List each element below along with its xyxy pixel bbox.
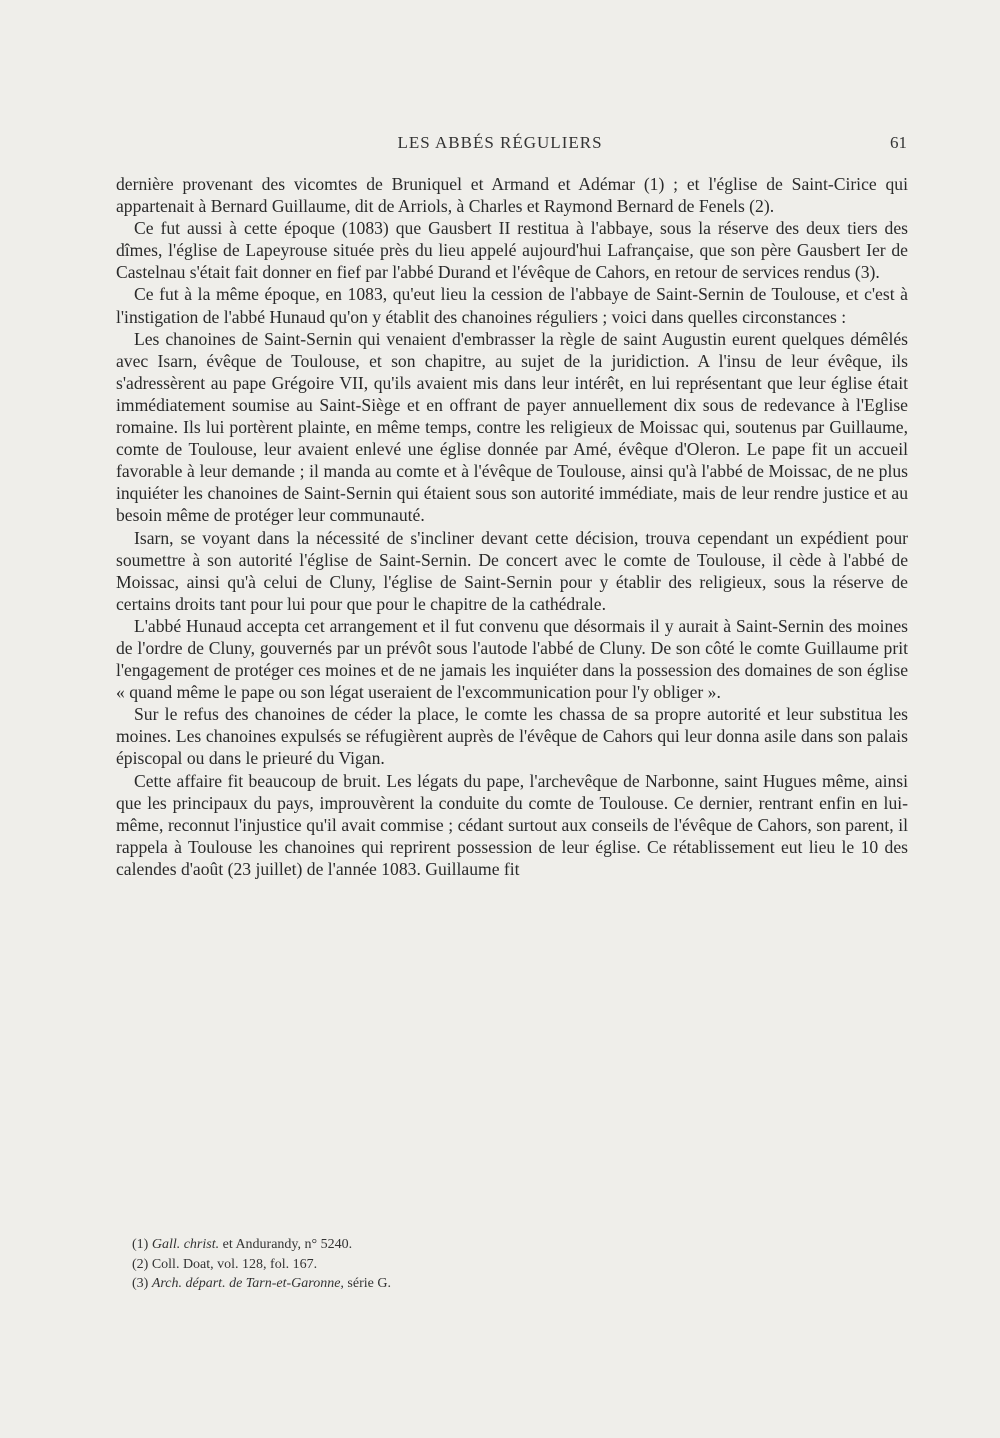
footnote-text: série G. bbox=[343, 1276, 391, 1291]
footnote-text: Coll. Doat, vol. 128, fol. 167. bbox=[151, 1256, 318, 1272]
running-title: LES ABBÉS RÉGULIERS bbox=[397, 133, 603, 152]
paragraph: dernière provenant des vicomtes de Bruniquel et Armand et Adémar (1) ; et l'église de Saint-Cirice qui appartenait à Bernard Guillaume, dit de Arriols, à Charles et Raymond Bernard de Fenels (2). bbox=[116, 174, 908, 217]
footnote-italic: Gall. christ. bbox=[151, 1237, 220, 1252]
footnote-3 bbox=[132, 1274, 832, 1294]
footnote-1 bbox=[132, 1235, 832, 1255]
paragraph: Les chanoines de Saint-Sernin qui venaient d'embrasser la règle de saint Augustin eurent quelques démêlés avec Isarn, évêque de Toulouse, et son chapitre, au sujet de la juridiction. A l'insu de leur évêque, ils s'adressèrent au pape Grégoire VII, qu'ils avaient mis dans leur intérêt, en lui représentant que leur église était immédiatement soumise au Saint-Siège et en offrant de payer annuellement dix sous de redevance à l'Eglise romaine. Ils lui portèrent plainte, en même temps, contre les religieux de Moissac qui, soutenus par Guillaume, comte de Toulouse, leur avaient enlevé une église donnée par Amé, évêque d'Oleron. Le pape fit un accueil favorable à leur demande ; il manda au comte et à l'évêque de Toulouse, ainsi qu'à l'abbé de Moissac, de ne plus inquiéter les chanoines de Saint-Sernin qui étaient sous son autorité immédiate, mais de leur rendre justice et au besoin même de protéger leur communauté. bbox=[116, 328, 908, 526]
footnote-2 bbox=[132, 1255, 832, 1275]
paragraph: Ce fut à la même époque, en 1083, qu'eut lieu la cession de l'abbaye de Saint-Sernin de Toulouse, et c'est à l'instigation de l'abbé Hunaud qu'on y établit des chanoines réguliers ; voici dans quelles circonstances : bbox=[116, 284, 908, 327]
footnotes bbox=[132, 1235, 832, 1294]
footnote-number: (1) bbox=[132, 1237, 149, 1252]
paragraph: Isarn, se voyant dans la nécessité de s'incliner devant cette décision, trouva cependant un expédient pour soumettre à son autorité l'église de Saint-Sernin. De concert avec le comte de Toulouse, il cède à l'abbé de Moissac, ainsi qu'à celui de Cluny, l'église de Saint-Sernin pour y établir des religieux, sous la réserve de certains droits tant pour lui pour que pour le chapitre de la cathédrale. bbox=[116, 527, 908, 614]
paragraph: Sur le refus des chanoines de céder la place, le comte les chassa de sa propre autorité et leur substitua les moines. Les chanoines expulsés se réfugièrent auprès de l'évêque de Cahors qui leur donna asile dans son palais épiscopal ou dans le prieuré du Vigan. bbox=[116, 704, 908, 769]
footnote-text: et Andurandy, n° 5240. bbox=[219, 1237, 353, 1252]
paragraph: L'abbé Hunaud accepta cet arrangement et il fut convenu que désormais il y aurait à Saint-Sernin des moines de l'ordre de Cluny, gouvernés par un prévôt sous l'autode l'abbé de Cluny. De son côté le comte Guillaume prit l'engagement de protéger ces moines et de ne jamais les inquiéter dans la possession des domaines de son église « quand même le pape ou son légat useraient de l'excommunication pour l'y obliger ». bbox=[116, 615, 908, 703]
footnote-number: (3) bbox=[132, 1276, 149, 1291]
paragraph: Cette affaire fit beaucoup de bruit. Les légats du pape, l'archevêque de Narbonne, saint Hugues même, ainsi que les principaux du pays, improuvèrent la conduite du comte de Toulouse. Ce dernier, rentrant enfin en lui-même, reconnut l'injustice qu'il avait commise ; cédant surtout aux conseils de l'évêque de Cahors, son parent, il rappela à Toulouse les chanoines qui reprirent possession de leur église. Ce rétablissement eut lieu le 10 des calendes d'août (23 juillet) de l'année 1083. Guillaume fit bbox=[116, 770, 908, 879]
footnote-number: (2) bbox=[132, 1256, 149, 1272]
paragraph: Ce fut aussi à cette époque (1083) que Gausbert II restitua à l'abbaye, sous la réserve des deux tiers des dîmes, l'église de Lapeyrouse située près du lieu appelé aujourd'hui Lafrançaise, que son père Gausbert Ier de Castelnau s'était fait donner en fief par l'abbé Durand et l'évêque de Cahors, en retour de services rendus (3). bbox=[116, 218, 908, 283]
body-text bbox=[116, 173, 908, 880]
footnote-italic: Arch. départ. de Tarn-et-Garonne, bbox=[151, 1276, 344, 1291]
page-number: 61 bbox=[890, 133, 907, 152]
